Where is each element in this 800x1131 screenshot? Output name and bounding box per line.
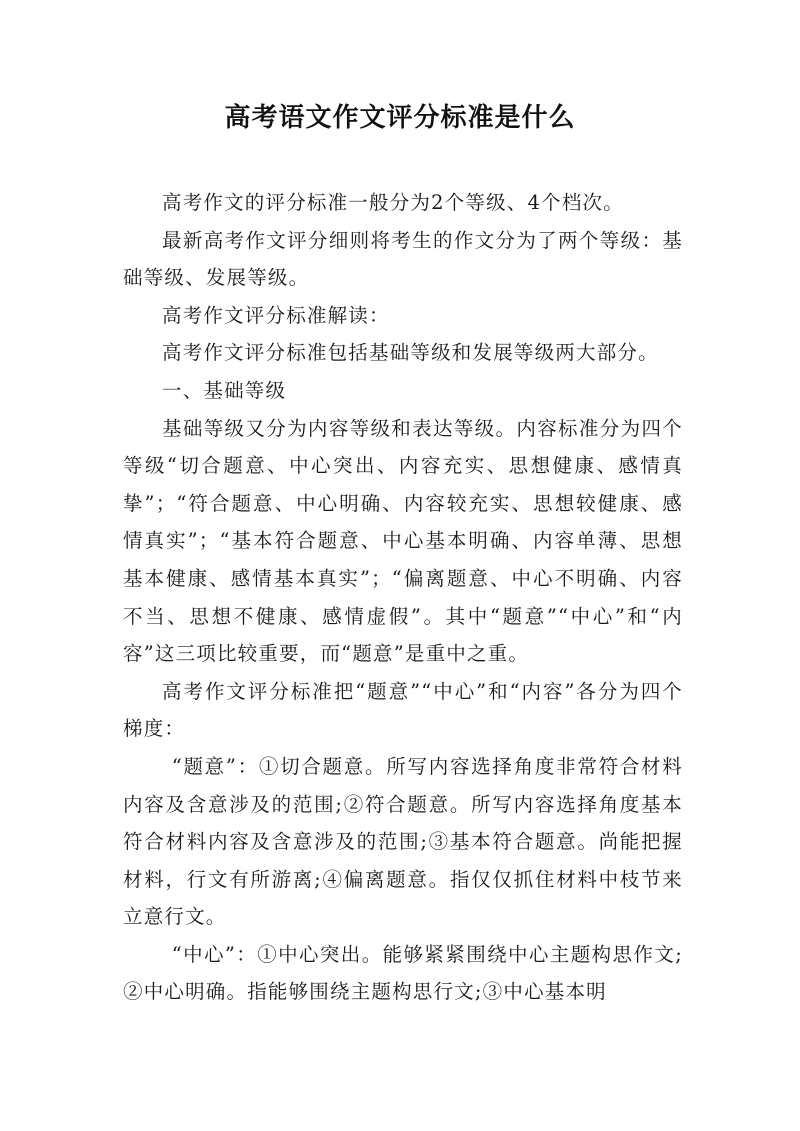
paragraph-two-levels: 最新高考作文评分细则将考生的作文分为了两个等级：基础等级、发展等级。 xyxy=(123,228,683,290)
paragraph-center: “中心”：①中心突出。能够紧紧围绕中心主题构思作文;②中心明确。指能够围绕主题构思行文;③中心基本明 xyxy=(123,942,683,1004)
paragraph-interpretation-heading: 高考作文评分标准解读： xyxy=(162,303,390,327)
paragraph-basic-level-details: 基础等级又分为内容等级和表达等级。内容标准分为四个等级“切合题意、中心突出、内容充实、思想健康、感情真挚”；“符合题意、中心明确、内容较充实、思想较健康、感情真实”；“基本符合题意、中心基本明确、内容单薄、思想基本健康、感情基本真实”；“偏离题意、中心不明确、内容不当、思想不健康、感情虚假”。其中“题意”“中心”和“内容”这三项比较重要，而“题意”是重中之重。 xyxy=(123,416,683,666)
paragraph-standard-parts: 高考作文评分标准包括基础等级和发展等级两大部分。 xyxy=(162,341,659,365)
section-heading-basic-level: 一、基础等级 xyxy=(162,378,287,402)
paragraph-four-gradients: 高考作文评分标准把“题意”“中心”和“内容”各分为四个梯度： xyxy=(123,679,683,741)
paragraph-topic-meaning: “题意”：①切合题意。所写内容选择角度非常符合材料内容及含意涉及的范围;②符合题意。所写内容选择角度基本符合材料内容及含意涉及的范围;③基本符合题意。尚能把握材料，行文有所游离;④偏离题意。指仅仅抓住材料中枝节来立意行文。 xyxy=(123,754,683,929)
document-title: 高考语文作文评分标准是什么 xyxy=(224,103,576,133)
paragraph-grade-overview: 高考作文的评分标准一般分为2个等级、4个档次。 xyxy=(162,191,624,214)
document-body xyxy=(123,184,683,1011)
